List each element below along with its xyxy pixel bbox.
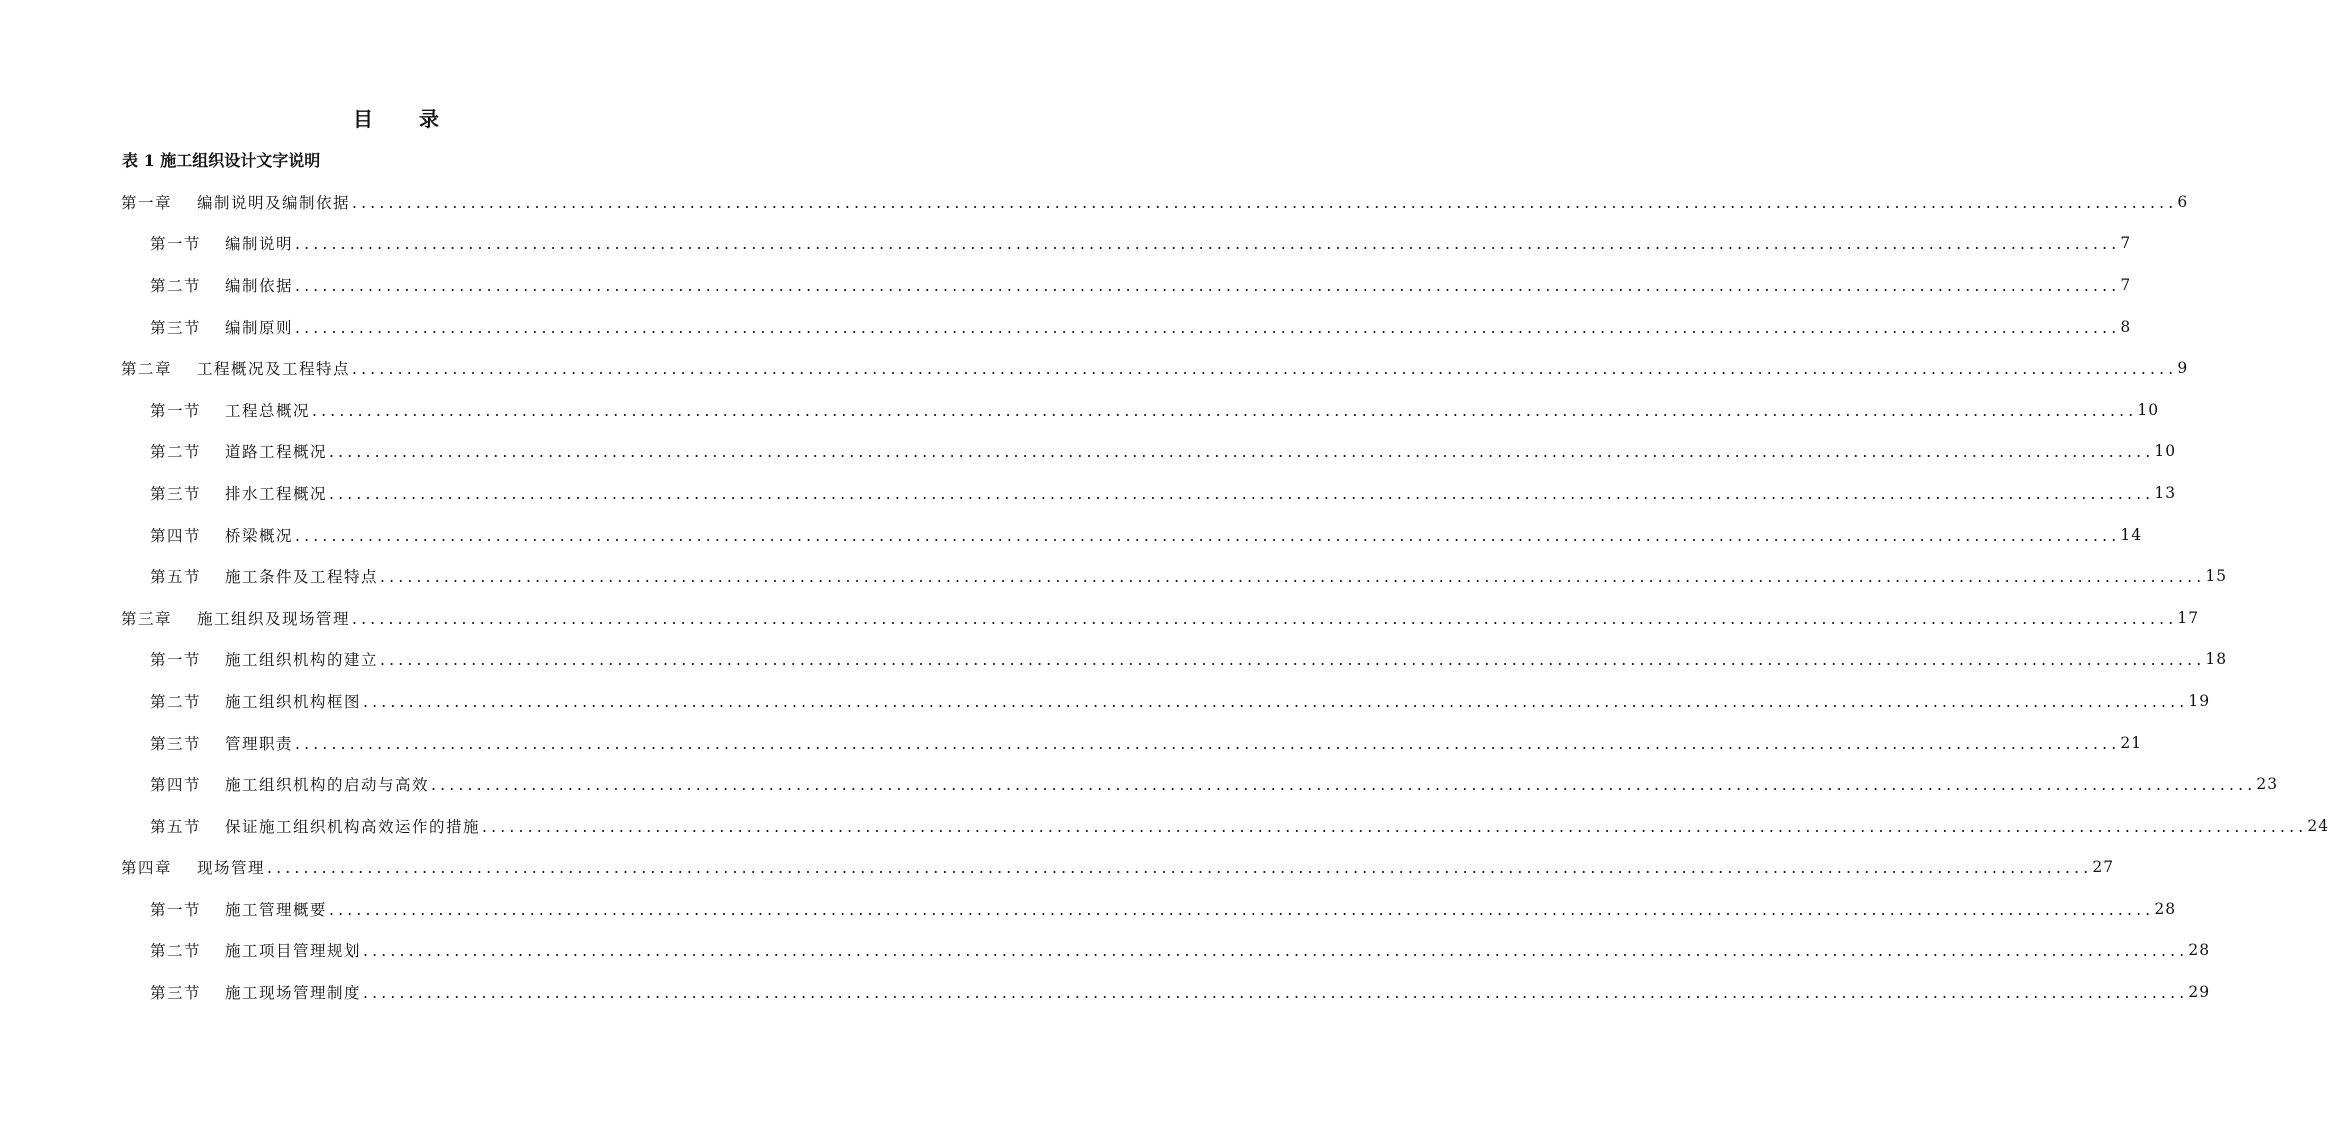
toc-section-entry[interactable] xyxy=(0,264,2132,306)
toc-dot-leader: ........................................................................................................................................................................................................ xyxy=(431,776,2257,795)
toc-dot-leader: ........................................................................................................................................................................................................ xyxy=(352,193,2178,212)
toc-entry-number: 第四节 xyxy=(150,776,202,795)
toc-entry-text: 桥梁概况 xyxy=(225,526,294,545)
toc-entry-number: 第二节 xyxy=(150,942,202,961)
toc-entry-label xyxy=(121,357,350,379)
toc-page-number: 28 xyxy=(2154,899,2177,918)
toc-page-number: 27 xyxy=(2092,858,2115,877)
toc-chapter-entry[interactable] xyxy=(0,347,2189,389)
toc-page-number: 13 xyxy=(2154,483,2177,502)
toc-entry-text: 施工组织机构的启动与高效 xyxy=(225,776,430,795)
toc-entry-label xyxy=(150,648,378,670)
toc-entry-number: 第四节 xyxy=(150,526,202,545)
toc-entry-text: 编制依据 xyxy=(225,276,294,295)
toc-entry-number: 第三节 xyxy=(150,984,202,1003)
toc-entry-number: 第一节 xyxy=(150,900,202,919)
toc-dot-leader: ........................................................................................................................................................................................................ xyxy=(329,443,2155,462)
toc-section-entry[interactable] xyxy=(0,930,2211,972)
toc-page-number: 19 xyxy=(2188,691,2211,710)
toc-section-entry[interactable] xyxy=(0,514,2143,556)
toc-page-number: 21 xyxy=(2120,733,2143,752)
toc-page-number: 23 xyxy=(2256,775,2279,794)
toc-section-entry[interactable] xyxy=(0,306,2132,348)
title-right-char: 录 xyxy=(419,107,441,131)
toc-dot-leader: ........................................................................................................................................................................................................ xyxy=(363,984,2189,1003)
toc-entry-text: 管理职责 xyxy=(225,734,294,753)
toc-entry-text: 保证施工组织机构高效运作的措施 xyxy=(225,817,481,836)
toc-section-entry[interactable] xyxy=(0,639,2228,681)
toc-entry-text: 工程总概况 xyxy=(225,401,311,420)
toc-entry-label xyxy=(121,856,265,878)
toc-entry-text: 施工项目管理规划 xyxy=(225,942,362,961)
toc-section-entry[interactable] xyxy=(0,971,2211,1013)
toc-entry-label xyxy=(150,690,361,712)
toc-entry-text: 现场管理 xyxy=(197,859,266,878)
toc-dot-leader: ........................................................................................................................................................................................................ xyxy=(295,276,2121,295)
toc-entry-label xyxy=(150,898,327,920)
toc-page-number: 7 xyxy=(2120,234,2132,253)
toc-section-entry[interactable] xyxy=(0,555,2228,597)
toc-entry-label xyxy=(150,440,327,462)
toc-entry-text: 编制说明 xyxy=(225,235,294,254)
toc-entry-text: 施工管理概要 xyxy=(225,900,328,919)
toc-page-number: 6 xyxy=(2177,192,2189,211)
toc-dot-leader: ........................................................................................................................................................................................................ xyxy=(363,692,2189,711)
toc-entry-number: 第二节 xyxy=(150,276,202,295)
toc-dot-leader: ........................................................................................................................................................................................................ xyxy=(312,401,2138,420)
toc-entry-text: 施工组织机构的建立 xyxy=(225,651,379,670)
toc-entry-label xyxy=(150,232,293,254)
toc-section-entry[interactable] xyxy=(0,722,2143,764)
toc-dot-leader: ........................................................................................................................................................................................................ xyxy=(267,859,2093,878)
table-caption: 表 1 施工组织设计文字说明 xyxy=(122,151,321,170)
toc-entry-label xyxy=(150,524,293,546)
toc-entry-text: 施工组织及现场管理 xyxy=(197,609,351,628)
toc-entry-number: 第一节 xyxy=(150,651,202,670)
toc-page-number: 24 xyxy=(2307,816,2329,835)
toc-page-number: 14 xyxy=(2120,525,2143,544)
toc-dot-leader: ........................................................................................................................................................................................................ xyxy=(363,942,2189,961)
toc-chapter-entry[interactable] xyxy=(0,847,2115,889)
toc-dot-leader: ........................................................................................................................................................................................................ xyxy=(352,360,2178,379)
toc-entry-number: 第五节 xyxy=(150,817,202,836)
toc-dot-leader: ........................................................................................................................................................................................................ xyxy=(482,817,2308,836)
toc-entry-text: 道路工程概况 xyxy=(225,443,328,462)
toc-section-entry[interactable] xyxy=(0,680,2211,722)
toc-page-number: 10 xyxy=(2154,442,2177,461)
toc-section-entry[interactable] xyxy=(0,472,2177,514)
toc-dot-leader: ........................................................................................................................................................................................................ xyxy=(380,651,2206,670)
toc-entry-number: 第二章 xyxy=(121,360,173,379)
toc-entry-number: 第五节 xyxy=(150,568,202,587)
toc-entry-text: 施工组织机构框图 xyxy=(225,692,362,711)
toc-page-number: 10 xyxy=(2137,400,2160,419)
toc-section-entry[interactable] xyxy=(0,223,2132,265)
toc-chapter-entry[interactable] xyxy=(0,181,2189,223)
toc-entry-label xyxy=(150,399,310,421)
toc-entry-label xyxy=(150,981,361,1003)
toc-entry-text: 编制原则 xyxy=(225,318,294,337)
toc-entry-label xyxy=(150,815,480,837)
toc-dot-leader: ........................................................................................................................................................................................................ xyxy=(329,900,2155,919)
toc-entry-label xyxy=(121,191,350,213)
toc-page-number: 18 xyxy=(2205,650,2228,669)
toc-page-number: 9 xyxy=(2177,359,2189,378)
toc-entry-label xyxy=(150,773,429,795)
toc-page-number: 7 xyxy=(2120,275,2132,294)
toc-dot-leader: ........................................................................................................................................................................................................ xyxy=(295,734,2121,753)
toc-entry-label xyxy=(150,482,327,504)
toc-dot-leader: ........................................................................................................................................................................................................ xyxy=(329,484,2155,503)
toc-section-entry[interactable] xyxy=(0,805,2329,847)
toc-dot-leader: ........................................................................................................................................................................................................ xyxy=(295,235,2121,254)
toc-entry-text: 工程概况及工程特点 xyxy=(197,360,351,379)
toc-dot-leader: ........................................................................................................................................................................................................ xyxy=(295,526,2121,545)
toc-entry-label xyxy=(150,732,293,754)
toc-entry-number: 第四章 xyxy=(121,859,173,878)
toc-entry-number: 第二节 xyxy=(150,443,202,462)
toc-dot-leader: ........................................................................................................................................................................................................ xyxy=(295,318,2121,337)
toc-entry-number: 第二节 xyxy=(150,692,202,711)
toc-entry-text: 编制说明及编制依据 xyxy=(197,193,351,212)
toc-section-entry[interactable] xyxy=(0,763,2279,805)
toc-entry-text: 施工条件及工程特点 xyxy=(225,568,379,587)
toc-page-number: 29 xyxy=(2188,983,2211,1002)
toc-entry-number: 第一节 xyxy=(150,235,202,254)
toc-entry-label xyxy=(150,565,378,587)
toc-entry-label xyxy=(150,274,293,296)
toc-section-entry[interactable] xyxy=(0,431,2177,473)
toc-entry-number: 第三章 xyxy=(121,609,173,628)
toc-chapter-entry[interactable] xyxy=(0,597,2200,639)
toc-entry-label xyxy=(150,939,361,961)
toc-entry-label xyxy=(150,316,293,338)
toc-entry-label xyxy=(121,607,350,629)
page-title xyxy=(0,103,794,132)
toc-entry-number: 第三节 xyxy=(150,318,202,337)
toc-section-entry[interactable] xyxy=(0,389,2160,431)
toc-entry-number: 第三节 xyxy=(150,484,202,503)
toc-dot-leader: ........................................................................................................................................................................................................ xyxy=(352,609,2178,628)
toc-entry-number: 第一章 xyxy=(121,193,173,212)
toc-entry-number: 第一节 xyxy=(150,401,202,420)
toc-page-number: 8 xyxy=(2120,317,2132,336)
toc-dot-leader: ........................................................................................................................................................................................................ xyxy=(380,568,2206,587)
toc-entry-number: 第三节 xyxy=(150,734,202,753)
toc-section-entry[interactable] xyxy=(0,888,2177,930)
toc-page-number: 17 xyxy=(2177,608,2200,627)
toc-page-number: 15 xyxy=(2205,567,2228,586)
toc-entry-text: 施工现场管理制度 xyxy=(225,984,362,1003)
title-left-char: 目 xyxy=(353,107,375,131)
toc-page-number: 28 xyxy=(2188,941,2211,960)
toc-list xyxy=(0,181,2329,1013)
toc-entry-text: 排水工程概况 xyxy=(225,484,328,503)
